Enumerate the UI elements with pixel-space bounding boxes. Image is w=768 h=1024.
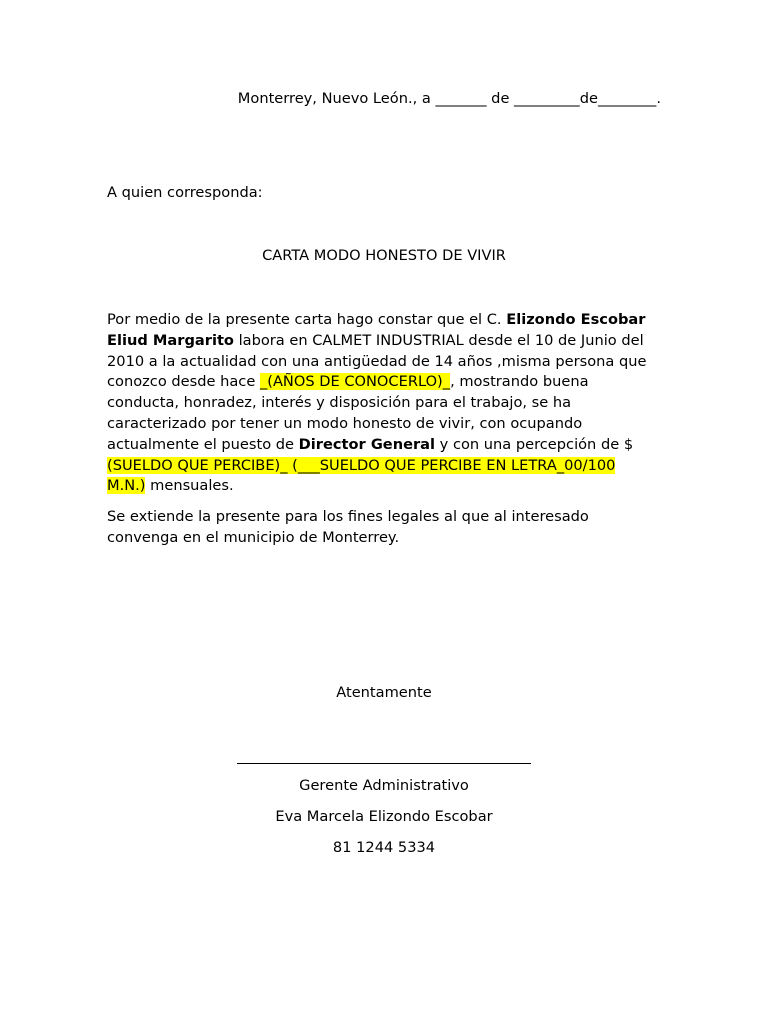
signer-phone: 81 1244 5334 bbox=[332, 839, 436, 856]
signature-line bbox=[237, 763, 531, 764]
signer-name: Eva Marcela Elizondo Escobar bbox=[275, 808, 493, 825]
salutation: A quien corresponda: bbox=[107, 184, 263, 201]
years-known-placeholder: _(AÑOS DE CONOCERLO)_ bbox=[259, 373, 451, 391]
letter-title: CARTA MODO HONESTO DE VIVIR bbox=[262, 247, 506, 264]
paragraph-employment: labora en CALMET INDUSTRIAL desde el 10 de Junio del 2010 a la actualidad con una antigüedad de 14 años ,misma persona que conozco desde hace bbox=[107, 331, 647, 391]
signer-role: Gerente Administrativo bbox=[299, 777, 469, 794]
salary-placeholder: (SUELDO QUE PERCIBE)_ (___SUELDO QUE PERCIBE EN LETRA_00/100 M.N.) bbox=[107, 456, 616, 495]
position-title: Director General bbox=[298, 435, 436, 453]
paragraph-intro: Por medio de la presente carta hago constar que el C. bbox=[107, 311, 507, 328]
paragraph-salary-intro: y con una percepción de $ bbox=[435, 435, 634, 453]
paragraph-monthly: mensuales. bbox=[145, 477, 234, 495]
place-date-line: Monterrey, Nuevo León., a _______ de _________de________. bbox=[237, 90, 661, 107]
letter-body bbox=[107, 310, 657, 559]
paragraph-conduct: , mostrando buena conducta, honradez, interés y disposición para el trabajo, se ha caracterizado por tener un modo honesto de vivir, con ocupando actualmente el puesto de bbox=[107, 373, 589, 453]
closing: Atentamente bbox=[336, 684, 432, 701]
paragraph-legal-purpose: Se extiende la presente para los fines legales al que al interesado convenga en el municipio de Monterrey. bbox=[107, 508, 589, 546]
employee-name: Elizondo Escobar Eliud Margarito bbox=[107, 311, 646, 349]
paragraph-certification bbox=[107, 310, 657, 497]
